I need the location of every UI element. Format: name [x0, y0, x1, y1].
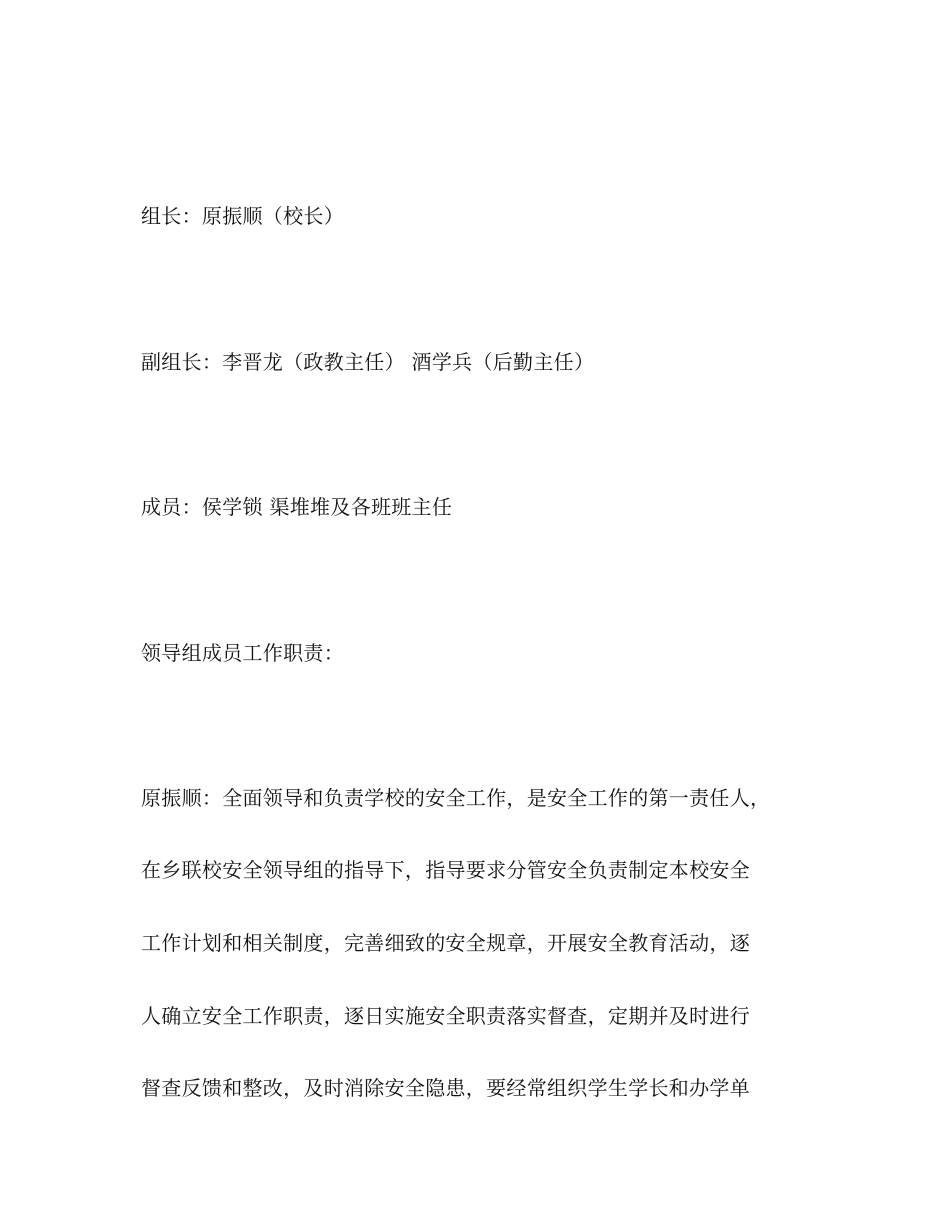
duties-heading: 领导组成员工作职责： — [141, 641, 344, 665]
leader-line: 组长：原振顺（校长） — [141, 204, 344, 228]
paragraph-line: 人确立安全工作职责，逐日实施安全职责落实督查，定期并及时进行 — [141, 1004, 750, 1028]
deputy-leaders-line: 副组长：李晋龙（政教主任） 酒学兵（后勤主任） — [141, 350, 595, 374]
members-line: 成员：侯学锁 渠堆堆及各班班主任 — [141, 495, 453, 519]
paragraph-line: 督查反馈和整改，及时消除安全隐患，要经常组织学生学长和办学单 — [141, 1076, 750, 1100]
paragraph-line: 在乡联校安全领导组的指导下，指导要求分管安全负责制定本校安全 — [141, 858, 750, 882]
paragraph-line: 原振顺：全面领导和负责学校的安全工作，是安全工作的第一责任人， — [141, 786, 771, 810]
paragraph-line: 工作计划和相关制度，完善细致的安全规章，开展安全教育活动，逐 — [141, 931, 750, 955]
